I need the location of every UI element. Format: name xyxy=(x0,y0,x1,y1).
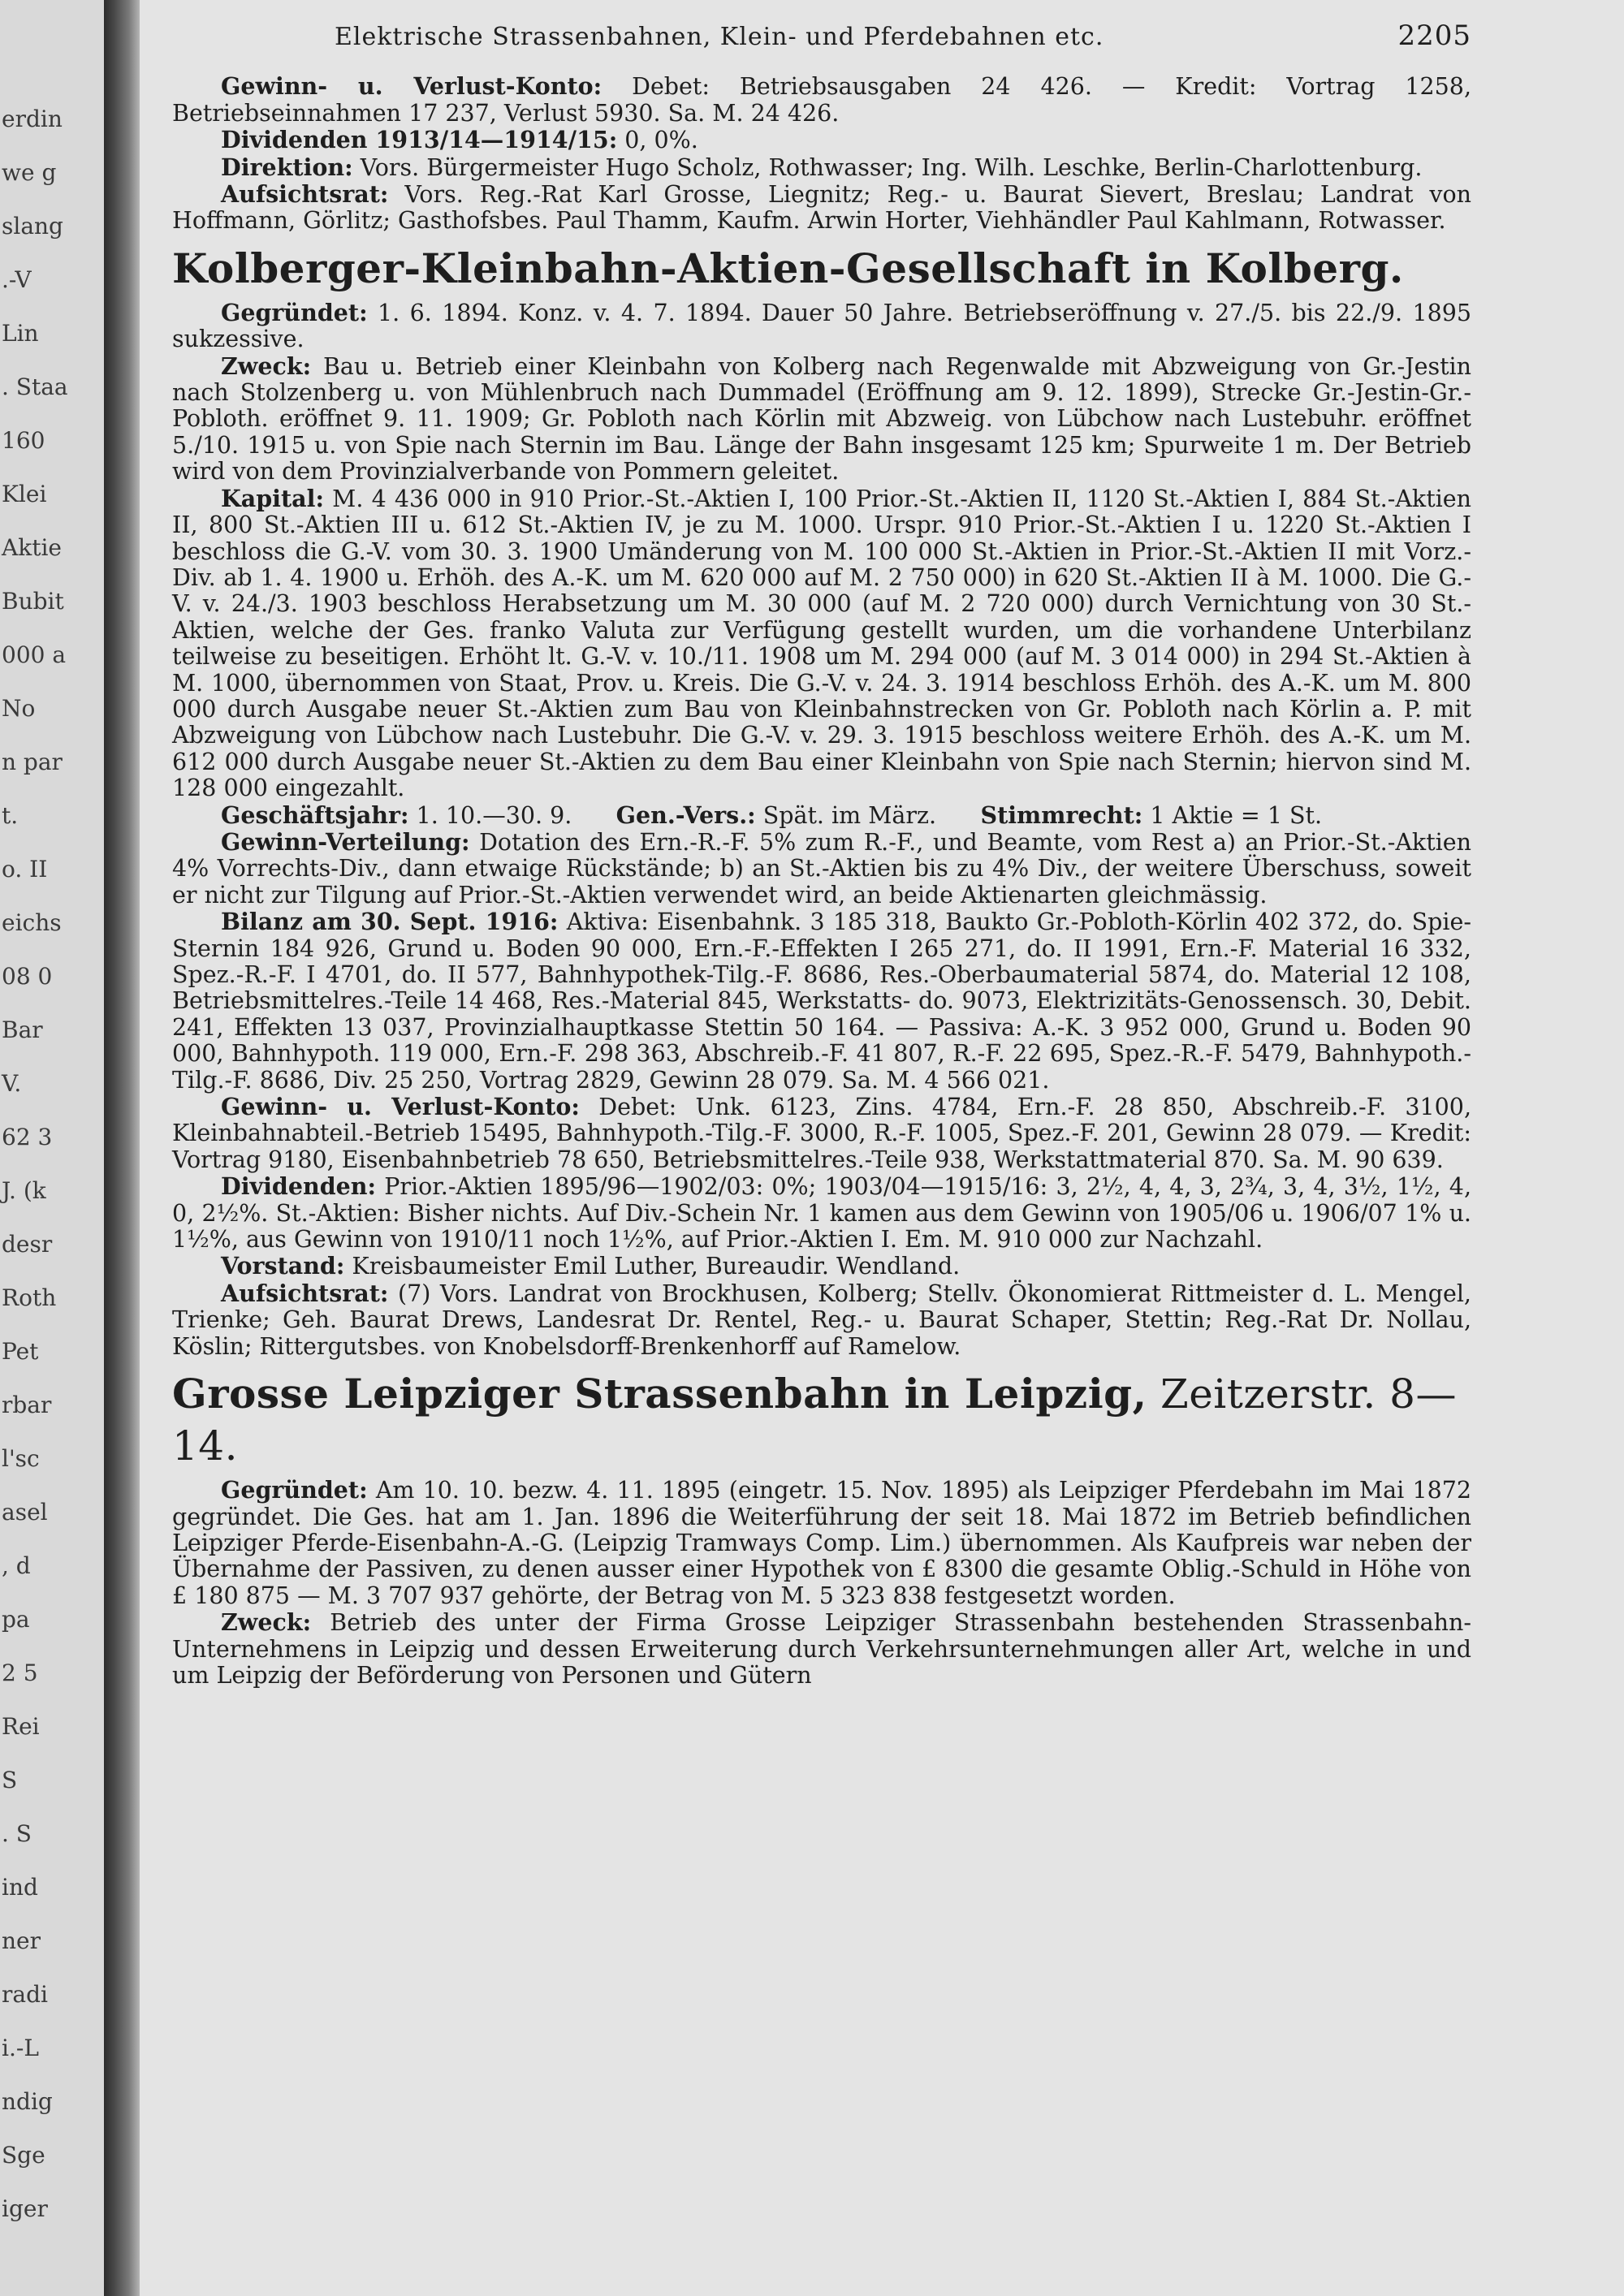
field-text: Vors. Reg.-Rat Karl Grosse, Liegnitz; Reg.- u. Baurat Sievert, Breslau; Landrat von Hoffmann, Görlitz; Gasthofsbes. Paul Thamm, Kaufm. Arwin Horter, Viehhändler Paul Kahlmann, Rotwasser. xyxy=(172,181,1471,235)
running-head xyxy=(172,19,1471,52)
previous-page-fragment: Bubit xyxy=(2,588,64,615)
previous-page-fragment: n par xyxy=(2,749,63,775)
previous-page-fragment: . S xyxy=(2,1820,32,1847)
field-text: Am 10. 10. bezw. 4. 11. 1895 (eingetr. 15. Nov. 1895) als Leipziger Pferdebahn im Mai 1872 gegründet. Die Ges. hat am 1. Jan. 1896 die Weiterführung der seit 18. Mai 1872 im Betrieb befindlichen Leipziger Pferde-Eisenbahn-A.-G. (Leipzig Tramways Comp. Lim.) übernommen. Als Kaufpreis war neben der Übernahme der Passiven, zu denen ausser einer Hypothek von £ 8300 die gesamte Oblig.-Schuld in Höhe von £ 180 875 — M. 3 707 937 gehörte, der Betrag von M. 5 323 838 festgesetzt worden. xyxy=(172,1477,1471,1609)
field-text: Betrieb des unter der Firma Grosse Leipziger Strassenbahn bestehenden Strassenbahn-Unternehmens in Leipzig und dessen Erweiterung durch Verkehrsunternehmungen aller Art, welche in und um Leipzig der Beförderung von Personen und Gütern xyxy=(172,1609,1471,1689)
previous-page-fragment: S xyxy=(2,1767,18,1793)
field-text: 1 Aktie = 1 St. xyxy=(1142,801,1323,829)
previous-page-fragment: . Staa xyxy=(2,373,68,400)
field-text: 1. 6. 1894. Konz. v. 4. 7. 1894. Dauer 50 Jahre. Betriebseröffnung v. 27./5. bis 22./9. 1895 sukzessive. xyxy=(172,299,1471,353)
field-text: (7) Vors. Landrat von Brockhusen, Kolberg; Stellv. Ökonomierat Rittmeister d. L. Mengel, Trienke; Geh. Baurat Drews, Landesrat Dr. Rentel, Reg.- u. Baurat Schaper, Stettin; Reg.-Rat Dr. Nollau, Köslin; Rittergutsbes. von Knobelsdorff-Brenkenhorff auf Ramelow. xyxy=(172,1280,1471,1360)
field-label: Stimmrecht: xyxy=(980,801,1143,829)
previous-page-fragment: iger xyxy=(2,2195,48,2222)
paragraph xyxy=(172,1280,1471,1360)
book-gutter xyxy=(104,0,140,2296)
field-text: Spät. im März. xyxy=(755,801,981,829)
company-address-leipzig: Zeitzerstr. 8—14. xyxy=(172,1370,1457,1470)
field-label: Gegründet: xyxy=(221,298,368,326)
previous-page-fragment: V. xyxy=(2,1070,22,1097)
field-text: M. 4 436 000 in 910 Prior.-St.-Aktien I, 100 Prior.-St.-Aktien II, 1120 St.-Aktien I, 884 St.-Aktien II, 800 St.-Aktien III u. 612 St.-Aktien IV, je zu M. 1000. Urspr. 910 Prior.-St.-Aktien I u. 1220 St.-Aktien I beschloss die G.-V. vom 30. 3. 1900 Umänderung von M. 100 000 St.-Aktien in Prior.-St.-Aktien II mit Vorz.-Div. ab 1. 4. 1900 u. Erhöh. des A.-K. um M. 620 000 auf M. 2 750 000) in 620 St.-Aktien II à M. 1000. Die G.-V. v. 24./3. 1903 beschloss Herabsetzung um M. 30 000 (auf M. 2 720 000) durch Vernichtung von 30 St.-Aktien, welche der Ges. franko Valuta zur Verfügung gestellt wurden, um die vorhandene Unterbilanz teilweise zu beseitigen. Erhöht lt. G.-V. v. 10./11. 1908 um M. 294 000 (auf M. 3 014 000) in 294 St.-Aktien à M. 1000, übernommen von Staat, Prov. u. Kreis. Die G.-V. v. 24. 3. 1914 beschloss Erhöh. des A.-K. um M. 800 000 durch Ausgabe neuer St.-Aktien zum Bau von Kleinbahnstrecken von Gr. Pobloth nach Körlin a. P. mit Abzweigung von Lübchow nach Lustebuhr. Die G.-V. v. 29. 3. 1915 beschloss weitere Erhöh. des A.-K. um M. 612 000 durch Ausgabe neuer St.-Aktien zu dem Bau einer Kleinbahn von Spie nach Sternin; hiervon sind M. 128 000 eingezahlt. xyxy=(172,485,1471,802)
field-label: Zweck: xyxy=(221,1608,312,1637)
field-label: Aufsichtsrat: xyxy=(221,1279,389,1307)
previous-page-fragment: , d xyxy=(2,1552,31,1579)
previous-page-fragment: Lin xyxy=(2,320,39,347)
field-label: Gewinn- u. Verlust-Konto: xyxy=(221,72,603,101)
field-label: Gewinn- u. Verlust-Konto: xyxy=(221,1093,580,1121)
entry-leipzig xyxy=(172,1477,1471,1689)
field-label: Bilanz am 30. Sept. 1916: xyxy=(221,908,559,936)
field-label: Gewinn-Verteilung: xyxy=(221,827,470,856)
company-title-kolberg: Kolberger-Kleinbahn-Aktien-Gesellschaft in Kolberg. xyxy=(172,244,1404,292)
previous-page-fragment: ndig xyxy=(2,2088,53,2115)
company-title-leipzig xyxy=(172,1368,1471,1472)
page-number: 2205 xyxy=(1397,19,1471,52)
field-label: Zweck: xyxy=(221,352,312,380)
previous-page-fragment: J. (k xyxy=(2,1177,46,1204)
previous-page-fragment: we g xyxy=(2,159,57,186)
page-content xyxy=(172,19,1472,1689)
field-label: Vorstand: xyxy=(221,1252,345,1280)
previous-page-fragment: Rei xyxy=(2,1713,40,1740)
field-text: Aktiva: Eisenbahnk. 3 185 318, Baukto Gr.-Pobloth-Körlin 402 372, do. Spie-Sternin 184 926, Grund u. Boden 90 000, Ern.-F.-Effekten I 265 271, do. II 1991, Ern.-F. Material 16 332, Spez.-R.-F. I 4701, do. II 577, Bahnhypothek-Tilg.-F. 8686, Res.-Oberbaumaterial 5874, do. Material 12 108, Betriebsmittelres.-Teile 14 468, Res.-Material 845, Werkstatts- do. 9073, Elektrizitäts-Genossensch. 30, Debit. 241, Effekten 13 037, Provinzialhauptkasse Stettin 50 164. — Passiva: A.-K. 3 952 000, Grund u. Boden 90 000, Bahnhypoth. 119 000, Ern.-F. 298 363, Abschreib.-F. 41 807, R.-F. 22 695, Spez.-R.-F. 5479, Bahnhypoth.-Tilg.-F. 8686, Div. 25 250, Vortrag 2829, Gewinn 28 079. Sa. M. 4 566 021. xyxy=(172,908,1471,1094)
field-label: Dividenden 1913/14—1914/15: xyxy=(221,126,618,154)
paragraph xyxy=(172,1253,1471,1280)
previous-page-fragment: i.-L xyxy=(2,2035,39,2061)
paragraph xyxy=(172,802,1471,829)
paragraph xyxy=(172,1477,1471,1609)
paragraph xyxy=(172,1094,1471,1173)
field-label: Geschäftsjahr: xyxy=(221,801,409,829)
field-text: Debet: Betriebsausgaben 24 426. — Kredit: Vortrag 1258, Betriebseinnahmen 17 237, Verlust 5930. Sa. M. 24 426. xyxy=(172,73,1472,127)
previous-page-fragment: ner xyxy=(2,1927,41,1954)
previous-page-fragment: radi xyxy=(2,1981,48,2008)
previous-page-fragment: Bar xyxy=(2,1016,43,1043)
paragraph xyxy=(172,486,1471,802)
previous-page-fragment: desr xyxy=(2,1231,53,1258)
field-text: Debet: Unk. 6123, Zins. 4784, Ern.-F. 28 850, Abschreib.-F. 3100, Kleinbahnabteil.-Betrieb 15495, Bahnhypoth.-Tilg.-F. 3000, R.-F. 1005, Spez.-F. 201, Gewinn 28 079. — Kredit: Vortrag 9180, Eisenbahnbetrieb 78 650, Betriebsmittelres.-Teile 938, Werkstattmaterial 870. Sa. M. 90 639. xyxy=(172,1094,1472,1173)
previous-page-fragment: erdin xyxy=(2,106,63,132)
previous-page-fragment: o. II xyxy=(2,856,48,883)
field-text: 0, 0%. xyxy=(617,127,698,154)
previous-page-fragment: 000 a xyxy=(2,641,67,668)
field-label: Direktion: xyxy=(221,153,353,181)
paragraph xyxy=(172,1609,1471,1689)
previous-page-fragment: Sge xyxy=(2,2142,45,2169)
previous-page-fragment: slang xyxy=(2,213,63,240)
paragraph xyxy=(172,353,1471,486)
field-text: Bau u. Betrieb einer Kleinbahn von Kolberg nach Regenwalde mit Abzweigung von Gr.-Jestin nach Stolzenberg u. von Mühlenbruch nach Dummadel (Eröffnung am 9. 12. 1899), Strecke Gr.-Jestin-Gr.-Pobloth. eröffnet 9. 11. 1909; Gr. Pobloth nach Körlin mit Abzweig. von Lübchow nach Lustebuhr. eröffnet 5./10. 1915 u. von Spie nach Sternin im Bau. Länge der Bahn insgesamt 125 km; Spurweite 1 m. Der Betrieb wird von dem Provinzialverbande von Pommern geleitet. xyxy=(172,352,1471,486)
previous-page-fragment: 160 xyxy=(2,427,45,454)
paragraph xyxy=(172,73,1471,127)
paragraph xyxy=(172,908,1471,1094)
previous-page-fragment: pa xyxy=(2,1606,30,1633)
field-label: Kapital: xyxy=(221,484,324,512)
field-text: 1. 10.—30. 9. xyxy=(408,801,616,829)
field-label: Gen.-Vers.: xyxy=(615,801,756,829)
paragraph xyxy=(172,181,1471,235)
running-head-title: Elektrische Strassenbahnen, Klein- und Pferdebahnen etc. xyxy=(335,23,1104,51)
previous-page-fragment: Klei xyxy=(2,481,47,507)
previous-page-edge xyxy=(0,0,106,2296)
field-text: Vors. Bürgermeister Hugo Scholz, Rothwasser; Ing. Wilh. Leschke, Berlin-Charlottenburg. xyxy=(352,153,1423,181)
previous-page-fragment: Aktie xyxy=(2,534,62,561)
page xyxy=(140,0,1624,2296)
entry-kolberg xyxy=(172,300,1471,1360)
company-name-leipzig: Grosse Leipziger Strassenbahn in Leipzig, xyxy=(172,1370,1147,1418)
previous-page-fragment: 62 3 xyxy=(2,1124,53,1150)
field-text: Kreisbaumeister Emil Luther, Bureaudir. Wendland. xyxy=(344,1253,961,1280)
previous-page-fragment: No xyxy=(2,695,36,722)
previous-page-fragment: .-V xyxy=(2,266,32,293)
field-text: Prior.-Aktien 1895/96—1902/03: 0%; 1903/04—1915/16: 3, 2½, 4, 4, 3, 2¾, 3, 4, 3½, 1½, 4, 0, 2½%. St.-Aktien: Bisher nichts. Auf Div.-Schein Nr. 1 kamen aus dem Gewinn von 1905/06 u. 1906/07 1% u. 1½%, aus Gewinn von 1910/11 noch 1½%, auf Prior.-Aktien I. Em. M. 910 000 zur Nachzahl. xyxy=(172,1173,1471,1254)
previous-entry xyxy=(172,73,1471,234)
paragraph xyxy=(172,829,1471,908)
previous-page-fragment: eichs xyxy=(2,909,62,936)
paragraph xyxy=(172,1173,1471,1253)
previous-page-fragment: Pet xyxy=(2,1338,39,1365)
previous-page-fragment: asel xyxy=(2,1499,48,1526)
paragraph xyxy=(172,127,1471,153)
field-text: Dotation des Ern.-R.-F. 5% zum R.-F., und Beamte, vom Rest a) an Prior.-St.-Aktien 4% Vorrechts-Div., dann etwaige Rückstände; b) an St.-Aktien bis zu 4% Div., der weitere Überschuss, soweit er nicht zur Tilgung auf Prior.-St.-Aktien verwendet wird, an beide Aktienarten gleichmässig. xyxy=(172,828,1471,908)
paragraph xyxy=(172,300,1471,353)
previous-page-fragment: 08 0 xyxy=(2,963,53,990)
field-label: Aufsichtsrat: xyxy=(221,180,389,209)
previous-page-fragment: l'sc xyxy=(2,1445,40,1472)
previous-page-fragment: ind xyxy=(2,1874,38,1901)
field-label: Dividenden: xyxy=(221,1172,377,1201)
field-label: Gegründet: xyxy=(221,1476,368,1504)
previous-page-fragment: t. xyxy=(2,802,19,829)
paragraph xyxy=(172,154,1471,181)
previous-page-fragment: rbar xyxy=(2,1392,52,1418)
previous-page-fragment: 2 5 xyxy=(2,1659,38,1686)
previous-page-fragment: Roth xyxy=(2,1284,57,1311)
